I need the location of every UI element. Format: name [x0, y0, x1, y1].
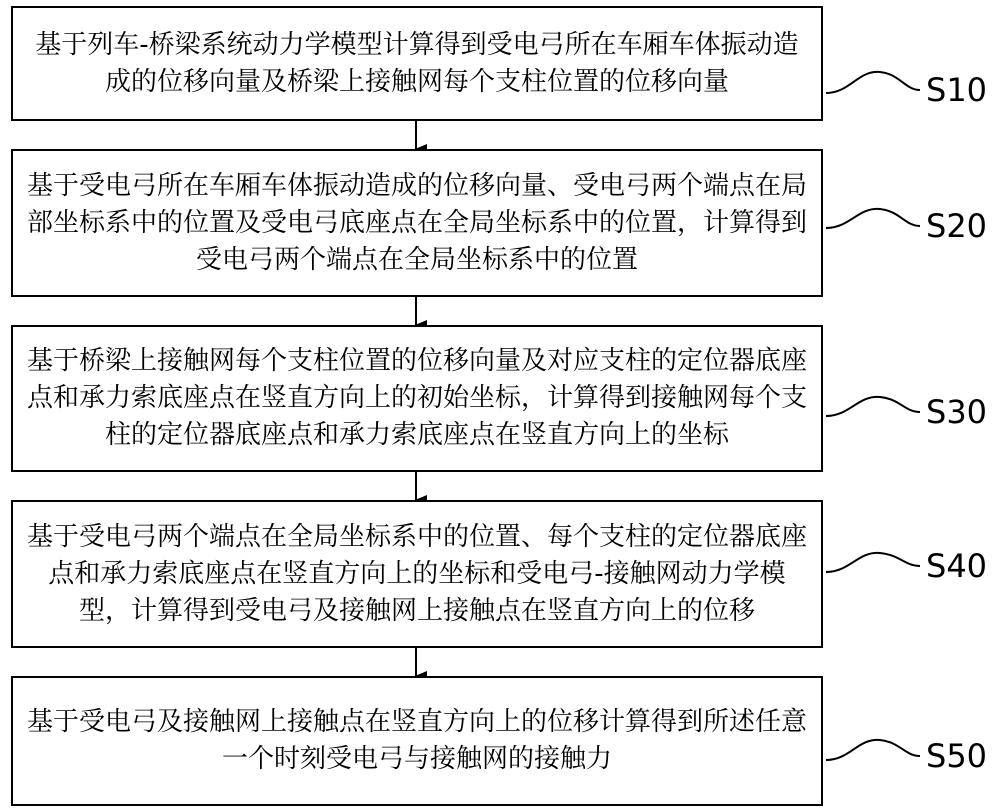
- step-text-s30: 基于桥梁上接触网每个支柱位置的位移向量及对应支柱的定位器底座点和承力索底座点在竖直方向上的初始坐标，计算得到接触网每个支柱的定位器底座点和承力索底座点在竖直方向上的坐标: [26, 346, 807, 450]
- step-text-s50: 基于受电弓及接触网上接触点在竖直方向上的位移计算得到所述任意一个时刻受电弓与接触网的接触力: [26, 707, 807, 774]
- step-text-s10: 基于列车-桥梁系统动力学模型计算得到受电弓所在车厢车体振动造成的位移向量及桥梁上接触网每个支柱位置的位移向量: [35, 29, 799, 97]
- step-box-s10: [11, 6, 823, 121]
- step-label-s40: S40: [926, 547, 988, 585]
- step-label-s10: S10: [926, 71, 988, 109]
- leader-s10: [826, 72, 920, 93]
- step-text-s20: 基于受电弓所在车厢车体振动造成的位移向量、受电弓两个端点在局部坐标系中的位置及受电弓底座点在全局坐标系中的位置，计算得到受电弓两个端点在全局坐标系中的位置: [26, 170, 807, 275]
- leader-s20: [826, 209, 920, 228]
- leader-s50: [826, 740, 920, 760]
- step-text-s40: 基于受电弓两个端点在全局坐标系中的位置、每个支柱的定位器底座点和承力索底座点在竖直方向上的坐标和受电弓-接触网动力学模型，计算得到受电弓及接触网上接触点在竖直方向上的位移: [26, 521, 807, 626]
- step-box-s30: [11, 325, 823, 472]
- leader-s30: [826, 397, 920, 416]
- step-box-s20: [11, 149, 823, 297]
- step-label-s20: S20: [926, 207, 988, 245]
- step-label-s30: S30: [926, 393, 988, 431]
- step-box-s50: [11, 676, 823, 806]
- step-label-s50: S50: [926, 737, 988, 775]
- leader-s40: [826, 553, 920, 572]
- step-box-s40: [11, 500, 823, 648]
